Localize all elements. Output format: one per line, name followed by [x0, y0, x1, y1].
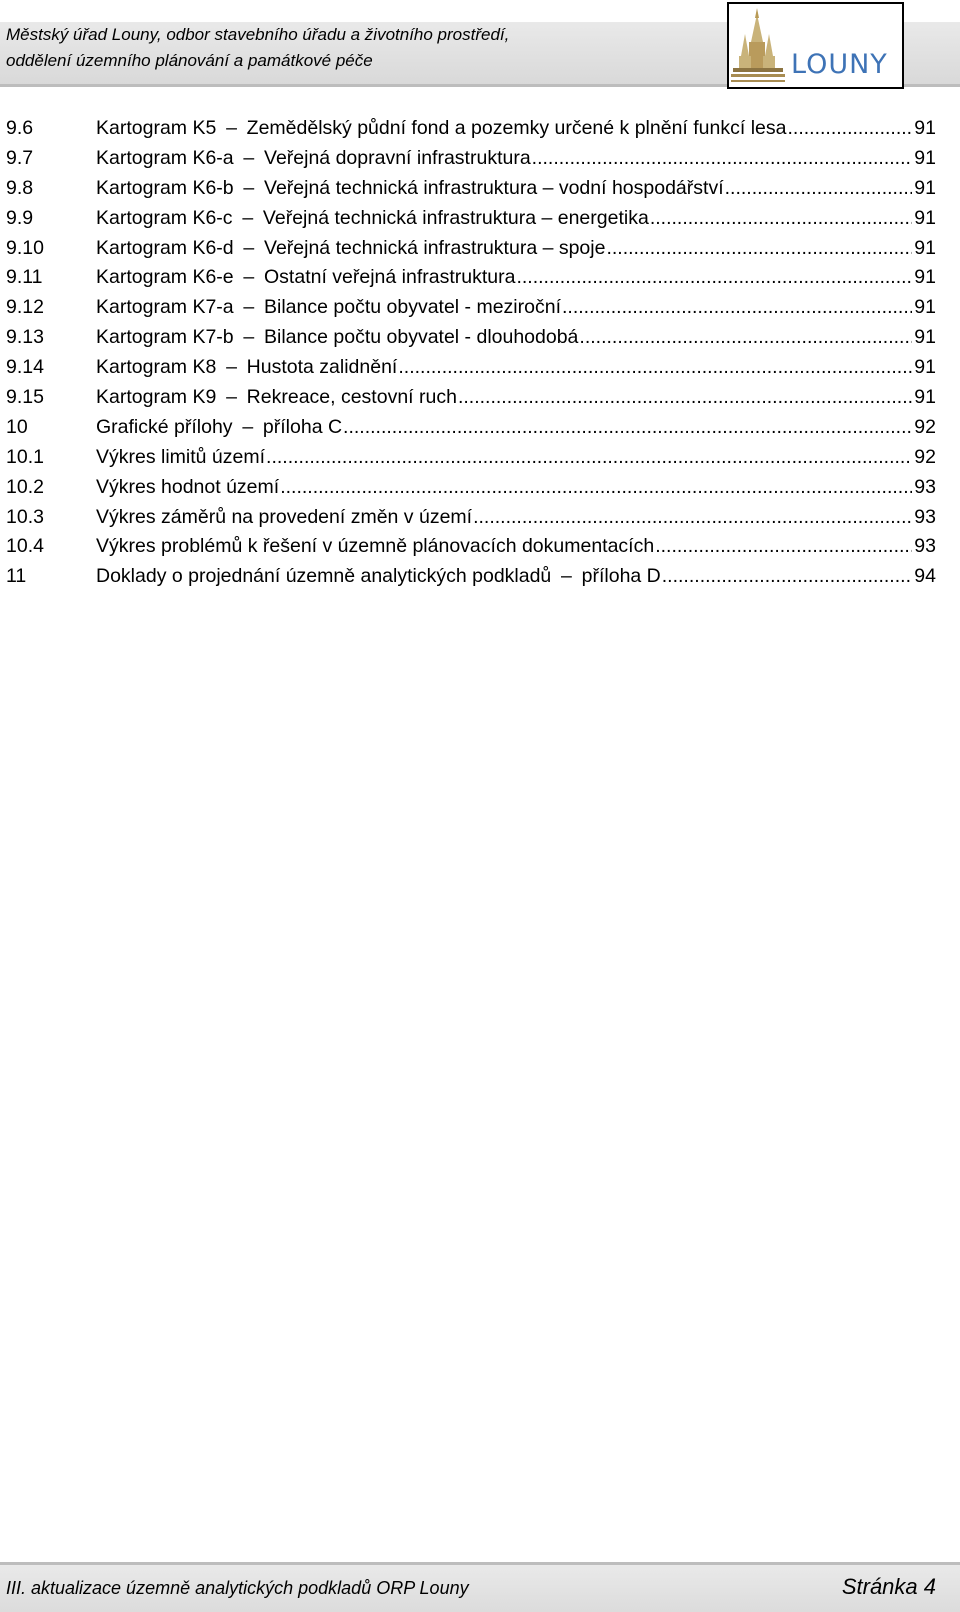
toc-entry-line [96, 204, 936, 234]
toc-entry[interactable] [0, 234, 960, 264]
toc-entry-number: 9.10 [6, 236, 44, 259]
toc-entry-page: 93 [914, 505, 936, 528]
toc-entry-separator: – [561, 565, 572, 588]
toc-entry-line [96, 532, 936, 562]
page-header [0, 0, 960, 88]
toc-entry-subtitle: Hustota zalidnění [246, 356, 398, 379]
footer-document-title: III. aktualizace územně analytických podkladů ORP Louny [6, 1578, 469, 1598]
toc-entry-number: 10.3 [6, 505, 44, 528]
toc-dot-leader [562, 293, 912, 323]
toc-entry-title [96, 293, 561, 323]
toc-entry-label: Kartogram K9 [96, 386, 217, 409]
toc-entry-line [96, 174, 936, 204]
toc-entry-line [96, 562, 936, 592]
toc-entry-page: 91 [914, 266, 936, 289]
toc-entry-label: Výkres záměrů na provedení změn v území [96, 505, 473, 528]
toc-entry-subtitle: Veřejná dopravní infrastruktura [264, 146, 531, 169]
toc-entry-line [96, 383, 936, 413]
toc-entry-number: 9.15 [6, 386, 44, 409]
toc-entry-label: Kartogram K7-b [96, 326, 234, 349]
toc-entry-subtitle: Ostatní veřejná infrastruktura [264, 266, 516, 289]
toc-entry-label: Kartogram K7-a [96, 296, 234, 319]
toc-entry-subtitle: Veřejná technická infrastruktura – vodní hospodářství [264, 176, 724, 199]
toc-dot-leader [280, 473, 912, 503]
toc-entry[interactable] [0, 503, 960, 533]
toc-entry-label: Kartogram K8 [96, 356, 217, 379]
toc-entry-title [96, 323, 578, 353]
toc-entry-number: 11 [6, 565, 27, 588]
header-text [6, 22, 706, 74]
toc-dot-leader [398, 353, 912, 383]
toc-entry-subtitle: příloha C [262, 415, 343, 438]
toc-entry-page: 92 [914, 415, 936, 438]
toc-entry-separator: – [243, 326, 255, 349]
toc-entry-separator: – [242, 206, 254, 229]
toc-entry[interactable] [0, 383, 960, 413]
toc-entry-separator: – [226, 117, 237, 139]
toc-dot-leader [650, 204, 912, 234]
toc-entry-page: 91 [914, 296, 936, 319]
toc-dot-leader [725, 174, 913, 204]
toc-entry-label: Kartogram K6-a [96, 146, 234, 169]
toc-entry-subtitle: Bilance počtu obyvatel - dlouhodobá [264, 326, 579, 349]
toc-entry-line [96, 413, 936, 443]
toc-entry-number: 9.8 [6, 176, 34, 199]
toc-entry-page: 94 [914, 565, 936, 588]
toc-entry-label: Grafické přílohy [96, 415, 233, 438]
toc-entry[interactable] [0, 204, 960, 234]
toc-entry-label: Výkres problémů k řešení v územně plánovacích dokumentacích [96, 535, 655, 558]
toc-entry-number: 10.1 [6, 445, 44, 468]
toc-entry-number: 9.9 [6, 206, 34, 229]
toc-entry-title [96, 144, 531, 174]
toc-entry[interactable] [0, 114, 960, 144]
toc-entry-title [96, 473, 279, 503]
toc-entry-line [96, 263, 936, 293]
toc-dot-leader [606, 234, 912, 264]
toc-entry[interactable] [0, 144, 960, 174]
toc-entry-title [96, 353, 397, 383]
toc-entry-number: 9.7 [6, 146, 34, 169]
toc-entry-line [96, 293, 936, 323]
toc-entry-page: 93 [914, 475, 936, 498]
toc-entry-subtitle: Veřejná technická infrastruktura – spoje [264, 236, 606, 259]
toc-entry-line [96, 503, 936, 533]
toc-entry-line [96, 443, 936, 473]
toc-dot-leader [343, 413, 912, 443]
toc-dot-leader [473, 503, 912, 533]
toc-entry-number: 9.14 [6, 356, 44, 379]
header-line-1: Městský úřad Louny, odbor stavebního úřadu a životního prostředí, [6, 25, 510, 44]
toc-entry-separator: – [226, 386, 237, 409]
toc-entry-line [96, 114, 936, 144]
toc-entry-line [96, 144, 936, 174]
toc-entry[interactable] [0, 532, 960, 562]
toc-entry-number: 9.13 [6, 326, 44, 349]
toc-entry-subtitle: Bilance počtu obyvatel - meziroční [264, 296, 561, 319]
toc-entry-page: 91 [914, 117, 936, 139]
toc-dot-leader [516, 263, 912, 293]
toc-entry-number: 10.2 [6, 475, 44, 498]
toc-entry-label: Kartogram K6-d [96, 236, 234, 259]
toc-entry-subtitle: Rekreace, cestovní ruch [246, 386, 457, 409]
table-of-contents [0, 114, 960, 592]
toc-entry-title [96, 443, 265, 473]
louny-logo [727, 2, 904, 89]
toc-entry-label: Kartogram K6-b [96, 176, 234, 199]
toc-entry-label: Doklady o projednání územně analytických podkladů [96, 565, 552, 588]
toc-entry-separator: – [243, 146, 255, 169]
toc-entry-label: Kartogram K6-c [96, 206, 233, 229]
toc-entry-page: 91 [914, 386, 936, 409]
toc-entry-number: 10.4 [6, 535, 44, 558]
toc-entry-label: Kartogram K6-e [96, 266, 234, 289]
toc-entry-label: Výkres limitů území [96, 445, 266, 468]
toc-entry-page: 91 [914, 176, 936, 199]
toc-entry-line [96, 323, 936, 353]
toc-entry[interactable] [0, 323, 960, 353]
toc-entry-separator: – [243, 176, 255, 199]
toc-entry-line [96, 473, 936, 503]
toc-entry-title [96, 234, 605, 264]
toc-entry-page: 91 [914, 326, 936, 349]
toc-entry-separator: – [243, 296, 255, 319]
toc-entry-separator: – [242, 415, 254, 438]
toc-entry-number: 9.6 [6, 117, 34, 139]
toc-dot-leader [655, 532, 912, 562]
toc-entry-number: 9.12 [6, 296, 44, 319]
toc-entry[interactable] [0, 174, 960, 204]
toc-entry-page: 93 [914, 535, 936, 558]
toc-entry[interactable] [0, 473, 960, 503]
toc-entry-title [96, 532, 654, 562]
toc-entry-label: Výkres hodnot území [96, 475, 280, 498]
toc-entry-line [96, 353, 936, 383]
toc-entry-label: Kartogram K5 [96, 117, 217, 139]
toc-entry[interactable] [0, 293, 960, 323]
toc-entry[interactable] [0, 263, 960, 293]
toc-entry-title [96, 413, 342, 443]
toc-entry-number: 10 [6, 415, 28, 438]
toc-dot-leader [662, 562, 913, 592]
toc-entry-subtitle: Zemědělský půdní fond a pozemky určené k plnění funkcí lesa [246, 117, 787, 139]
toc-entry-page: 91 [914, 236, 936, 259]
toc-entry-line [96, 234, 936, 264]
toc-entry-title [96, 114, 786, 144]
toc-entry-page: 92 [914, 445, 936, 468]
logo-text: LOUNY [791, 49, 888, 80]
toc-entry-title [96, 174, 724, 204]
toc-entry-page: 91 [914, 356, 936, 379]
toc-entry-title [96, 263, 515, 293]
footer-page-number: Stránka 4 [841, 1574, 936, 1599]
toc-entry[interactable] [0, 443, 960, 473]
toc-entry-page: 91 [914, 206, 936, 229]
toc-entry-separator: – [226, 356, 237, 379]
toc-dot-leader [787, 114, 912, 144]
toc-entry[interactable] [0, 413, 960, 443]
toc-entry[interactable] [0, 353, 960, 383]
toc-entry-title [96, 204, 649, 234]
toc-entry-number: 9.11 [6, 266, 43, 289]
toc-entry-subtitle: Veřejná technická infrastruktura – energetika [262, 206, 649, 229]
toc-entry[interactable] [0, 562, 960, 592]
toc-dot-leader [458, 383, 912, 413]
toc-entry-separator: – [243, 236, 255, 259]
toc-entry-title [96, 562, 661, 592]
toc-entry-subtitle: příloha D [581, 565, 661, 588]
toc-dot-leader [532, 144, 913, 174]
toc-entry-separator: – [243, 266, 255, 289]
toc-entry-title [96, 383, 457, 413]
header-line-2: oddělení územního plánování a památkové péče [6, 51, 373, 70]
toc-entry-title [96, 503, 472, 533]
toc-dot-leader [266, 443, 912, 473]
toc-entry-page: 91 [914, 146, 936, 169]
toc-dot-leader [579, 323, 912, 353]
